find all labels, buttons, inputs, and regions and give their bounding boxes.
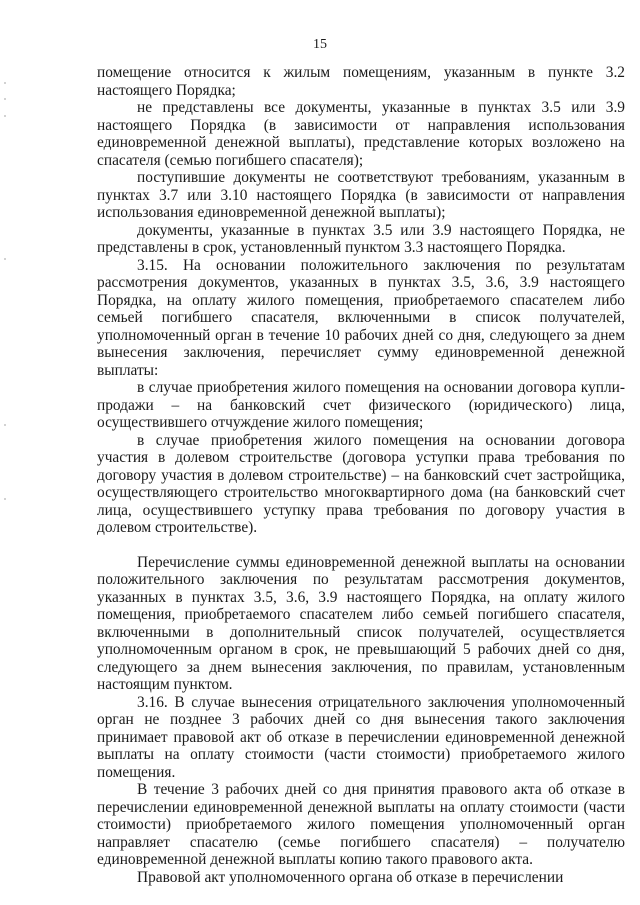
paragraph: В течение 3 рабочих дней со дня принятия правового акта об отказе в перечислении единовременной денежной выплаты на оплату стоимости (части стоимости) приобретаемого жилого помещения уполномоченный орган направляет спасателю (семье погибшего спасателя) – получателю единовременной денежной выплаты копию такого правового акта. [97, 781, 625, 868]
paragraph: не представлены все документы, указанные в пунктах 3.5 или 3.9 настоящего Порядка (в зависимости от направления использования единовременной денежной выплаты), представление которых возложено на спасателя (семью погибшего спасателя); [97, 99, 625, 169]
paragraph: помещение относится к жилым помещениям, указанным в пункте 3.2 настоящего Порядка; [97, 64, 625, 99]
scan-speck [4, 498, 6, 500]
paragraph: Правовой акт уполномоченного органа об отказе в перечислении [137, 868, 564, 886]
scan-speck [4, 82, 6, 84]
paragraph: 3.16. В случае вынесения отрицательного заключения уполномоченный орган не позднее 3 рабочих дней со дня вынесения такого заключения принимает правовой акт об отказе в перечислении единовременной денежной выплаты на оплату стоимости (части стоимости) приобретаемого жилого помещения. [97, 693, 625, 781]
scan-speck [4, 258, 6, 260]
paragraph: поступившие документы не соответствуют требованиям, указанным в пунктах 3.7 или 3.10 настоящего Порядка (в зависимости от направления использования единовременной денежной выплаты); [97, 169, 625, 221]
paragraph: 3.15. На основании положительного заключения по результатам рассмотрения документов, указанных в пунктах 3.5, 3.6, 3.9 настоящего Порядка, на оплату жилого помещения, приобретаемого спасателем либо семьей погибшего спасателя, включенными в список получателей, уполномоченный орган в течение 10 рабочих дней со дня, следующего за днем вынесения заключения, перечисляет сумму единовременной денежной выплаты: [97, 256, 625, 379]
document-body [97, 64, 625, 886]
paragraph: в случае приобретения жилого помещения на основании договора участия в долевом строительстве (договора уступки права требования по договору участия в долевом строительстве) – на банковский счет застройщика, осуществляющего строительство многоквартирного дома (на банковский счет лица, осуществившего уступку права требования по договору участия в долевом строительстве). [97, 431, 625, 536]
scan-speck [4, 98, 6, 100]
scan-speck [4, 424, 6, 426]
scan-speck [4, 115, 6, 117]
paragraph: Перечисление суммы единовременной денежной выплаты на основании положительного заключения по результатам рассмотрения документов, указанных в пунктах 3.5, 3.6, 3.9 настоящего Порядка, на оплату жилого помещения, приобретаемого спасателем либо семьей погибшего спасателя, включенными в дополнительный список получателей, осуществляется уполномоченным органом в срок, не превышающий 5 рабочих дней со дня, следующего за днем вынесения заключения, по правилам, установленным настоящим пунктом. [97, 553, 625, 693]
paragraph: в случае приобретения жилого помещения на основании договора купли-продажи – на банковский счет физического (юридического) лица, осуществившего отчуждение жилого помещения; [97, 379, 625, 431]
page-number: 15 [313, 37, 327, 52]
scan-margin-marks [0, 0, 12, 905]
paragraph: документы, указанные в пунктах 3.5 или 3.9 настоящего Порядка, не представлены в срок, установленный пунктом 3.3 настоящего Порядка. [97, 221, 625, 256]
